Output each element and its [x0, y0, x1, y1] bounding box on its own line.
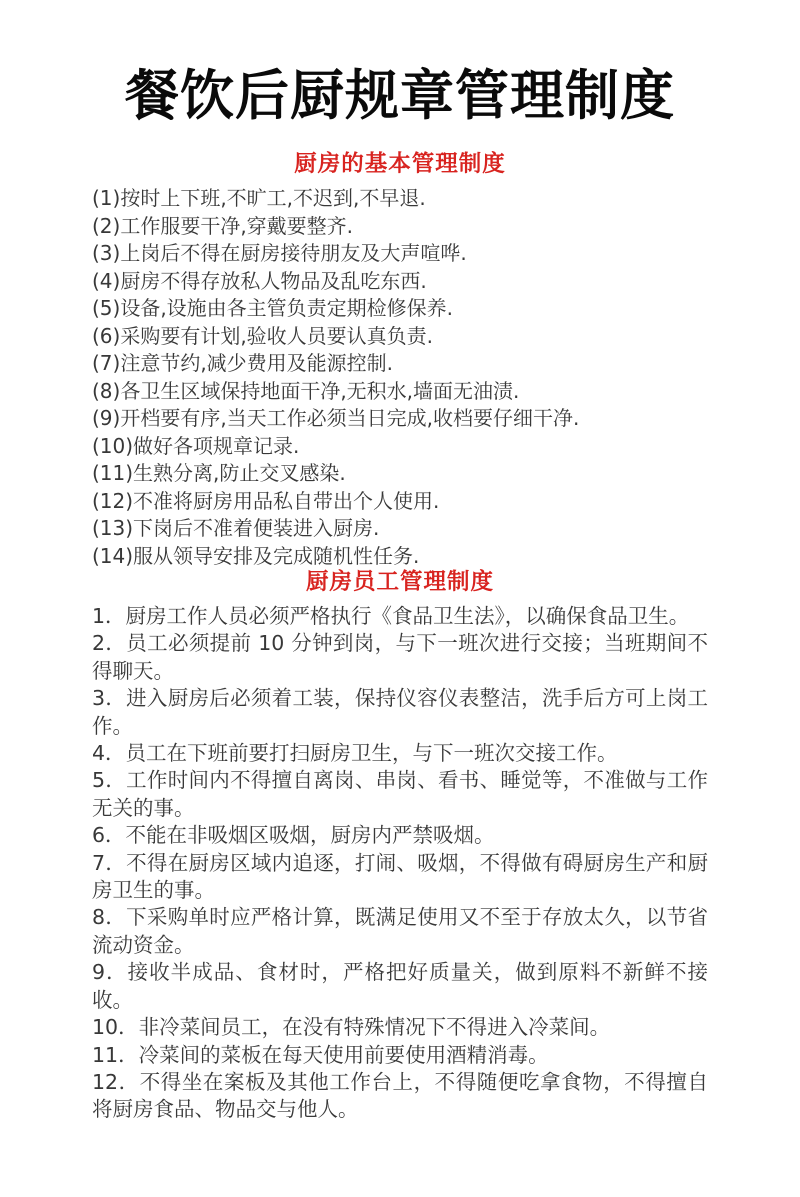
rule-list-item: (1)按时上下班,不旷工,不迟到,不早退.	[92, 186, 426, 210]
rule-list-item: (10)做好各项规章记录.	[92, 433, 300, 458]
rule-list-item: 12．不得坐在案板及其他工作台上，不得随便吃拿食物，不得擅自将厨房食品、物品交与他人。	[92, 1069, 708, 1122]
section-heading-basic-management: 厨房的基本管理制度	[294, 151, 506, 177]
rule-list-item: 5．工作时间内不得擅自离岗、串岗、看书、睡觉等，不准做与工作无关的事。	[92, 768, 708, 820]
rule-list-item: (3)上岗后不得在厨房接待朋友及大声喧哗.	[92, 241, 467, 265]
rule-list-item: (6)采购要有计划,验收人员要认真负责.	[92, 323, 434, 348]
rule-list-item: (12)不准将厨房用品私自带出个人使用.	[92, 488, 440, 513]
rule-list-item: (11)生熟分离,防止交叉感染.	[92, 461, 346, 485]
section-heading-staff-management: 厨房员工管理制度	[305, 569, 494, 595]
rule-list-item: 4．员工在下班前要打扫厨房卫生，与下一班次交接工作。	[92, 741, 618, 766]
basic-management-rule-list	[92, 185, 708, 570]
document-title: 餐饮后厨规章管理制度	[125, 63, 675, 127]
rule-list-item: (13)下岗后不准着便装进入厨房.	[92, 516, 380, 540]
rule-list-item: 1．厨房工作人员必须严格执行《食品卫生法》，以确保食品卫生。	[92, 604, 690, 628]
rule-list-item: 10．非冷菜间员工，在没有特殊情况下不得进入冷菜间。	[92, 1015, 611, 1040]
rule-list-item: (5)设备,设施由各主管负责定期检修保养.	[92, 296, 454, 320]
staff-management-rule-list	[92, 603, 708, 1124]
rule-list-item: (2)工作服要干净,穿戴要整齐.	[92, 213, 354, 238]
rule-list-item: (4)厨房不得存放私人物品及乱吃东西.	[92, 268, 427, 293]
rule-list-item: (8)各卫生区域保持地面干净,无积水,墙面无油渍.	[92, 378, 520, 403]
rule-list-item: 2．员工必须提前 10 分钟到岗，与下一班次进行交接；当班期间不得聊天。	[92, 631, 708, 683]
rule-list-item: 3．进入厨房后必须着工装，保持仪容仪表整洁，洗手后方可上岗工作。	[92, 686, 708, 738]
document-page	[0, 63, 800, 1197]
rule-list-item: 7．不得在厨房区域内追逐，打闹、吸烟，不得做有碍厨房生产和厨房卫生的事。	[92, 850, 708, 903]
rule-list-item: (14)服从领导安排及完成随机性任务.	[92, 543, 420, 568]
rule-list-item: 11．冷菜间的菜板在每天使用前要使用酒精消毒。	[92, 1042, 549, 1067]
kitchen-rules-document	[0, 63, 800, 1197]
rule-list-item: 6．不能在非吸烟区吸烟，厨房内严禁吸烟。	[92, 823, 495, 848]
rule-list-item: (7)注意节约,减少费用及能源控制.	[92, 351, 394, 375]
rule-list-item: (9)开档要有序,当天工作必须当日完成,收档要仔细干净.	[92, 406, 580, 430]
rule-list-item: 9．接收半成品、食材时，严格把好质量关，做到原料不新鲜不接收。	[92, 960, 708, 1012]
rule-list-item: 8．下采购单时应严格计算，既满足使用又不至于存放太久，以节省流动资金。	[92, 905, 708, 957]
